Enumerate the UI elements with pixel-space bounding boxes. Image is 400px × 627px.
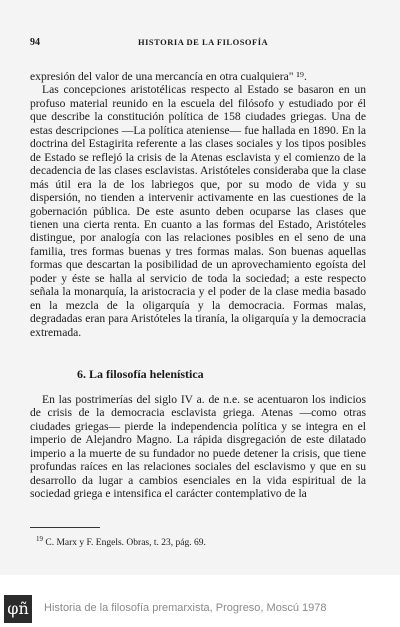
footnote-marker: 19 [36, 535, 43, 543]
paragraph: En las postrimerías del siglo IV a. de n.e. se acentuaron los indicios de crisis de la democracia esclavista griega. Atenas —como otras ciudades griegas— pierde la independencia política y se integra en el imperio de Alejandro Magno. La rápida disgregación de este dilatado imperio a la muerte de su fundador no puede detener la crisis, que tiene profundas raíces en las relaciones sociales del esclavismo y que en su desarrollo da lugar a cambios esenciales en la vida espiritual de la sociedad griega e intensifica el carácter contemplativo de la [30, 393, 366, 501]
paragraph: Las concepciones aristotélicas respecto al Estado se basaron en un profuso material reunido en la escuela del filósofo y estudiado por él que describe la constitución política de 158 ciudades griegas. Una de estas descripciones —La política ateniense— fue hallada en 1890. En la doctrina del Estagirita referente a las clases sociales y los tipos posibles de Estado se reflejó la crisis de la Atenas esclavista y el comienzo de la decadencia de las clases esclavistas. Aristóteles consideraba que la clase más útil era la de los labriegos que, por su modo de vida y su dispersión, no tienden a intervenir activamente en las cuestiones de la gobernación pública. De este asunto deben ocuparse las clases que tienen una cierta renta. En cuanto a las formas del Estado, Aristóteles distingue, por analogía con las relaciones posibles en el seno de una familia, tres formas buenas y tres formas malas. Son buenas aquellas formas que descartan la posibilidad de un aprovechamiento egoísta del poder y éste se halla al servicio de toda la sociedad; a este respecto señala la monarquía, la aristocracia y el poder de la clase media basado en la mezcla de la oligarquía y la democracia. Formas malas, degradadas eran para Aristóteles la tiranía, la oligarquía y la democracia extremada. [30, 83, 366, 339]
footnote-text: C. Marx y F. Engels. Obras, t. 23, pág. 69. [45, 538, 206, 549]
footnote [36, 535, 206, 548]
body-text-section [30, 393, 366, 501]
page-number: 94 [30, 37, 40, 48]
source-caption: Historia de la filosofía premarxista, Progreso, Moscú 1978 [44, 602, 327, 614]
publisher-logo: φñ [4, 595, 32, 623]
paragraph: expresión del valor de una mercancía en otra cualquiera" ¹⁹. [30, 70, 307, 83]
body-text [30, 70, 366, 339]
footnote-divider [30, 527, 100, 528]
caption-bar [0, 575, 400, 627]
section-heading: 6. La filosofía helenística [77, 367, 204, 381]
running-title: HISTORIA DE LA FILOSOFÍA [138, 37, 269, 47]
page-header [30, 37, 368, 51]
